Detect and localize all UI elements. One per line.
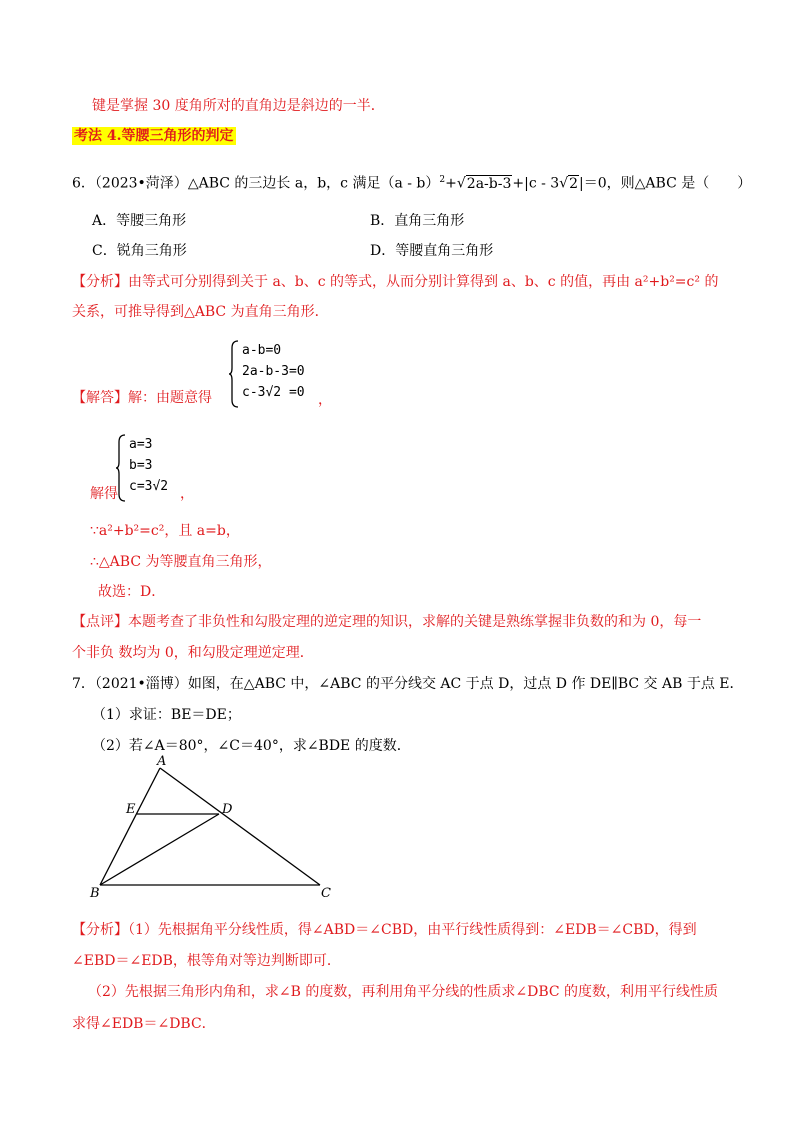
question-source: （2021•淄博） xyxy=(94,676,188,692)
q7-analysis-line-3: （2）先根据三角形内角和，求∠B 的度数，再利用角平分线的性质求∠DBC 的度数，利用平行线性质 xyxy=(88,984,719,1000)
equation: b=3 xyxy=(129,458,153,473)
question-number: 6． xyxy=(72,175,95,192)
radicand: 2a-b-3 xyxy=(466,175,512,192)
label-d: D xyxy=(222,802,233,817)
q6-comment-line-2: 个非负 数均为 0，和勾股定理逆定理． xyxy=(72,645,314,661)
comma: ， xyxy=(180,486,194,502)
comma: ， xyxy=(318,392,332,408)
equation: a=3 xyxy=(129,437,153,452)
stem-text: +|c - 3 xyxy=(512,175,560,192)
choice-line: 故选：D． xyxy=(98,584,166,600)
q7-analysis-line-4: 求得∠EDB＝∠DBC． xyxy=(72,1016,216,1032)
exponent: 2 xyxy=(439,175,446,185)
because-line: ∵a²+b²=c²，且 a=b， xyxy=(90,523,240,539)
analysis-tag: 【分析】 xyxy=(72,922,128,938)
radicand: 2 xyxy=(569,175,579,192)
option-b[interactable]: B．直角三角形 xyxy=(370,213,465,229)
option-a[interactable]: A．等腰三角形 xyxy=(92,213,187,229)
comment-text: 本题考查了非负性和勾股定理的逆定理的知识，求解的关键是熟练掌握非负数的和为 0，每一 xyxy=(128,614,702,630)
question-7-part-1: （1）求证：BE＝DE； xyxy=(92,707,241,723)
equation-system-2 xyxy=(129,434,168,497)
stem-text: 如图，在△ABC 中，∠ABC 的平分线交 AC 于点 D，过点 D 作 DE∥BC 交 AB 于点 E． xyxy=(187,676,744,692)
answer-text: 解：由题意得 xyxy=(128,390,212,406)
equation: 2a-b-3=0 xyxy=(242,364,305,379)
section-heading-text: 考法 4.等腰三角形的判定 xyxy=(74,128,234,144)
comment-tag: 【点评】 xyxy=(72,614,128,630)
question-number: 7． xyxy=(72,676,95,692)
q6-analysis-line-1 xyxy=(72,272,718,292)
equation-system-1 xyxy=(242,340,305,403)
left-brace-icon xyxy=(228,340,240,408)
triangle-figure xyxy=(80,755,360,900)
q6-comment-line-1 xyxy=(72,612,701,632)
q7-analysis-line-1 xyxy=(72,920,697,940)
option-d[interactable]: D．等腰直角三角形 xyxy=(370,243,494,259)
question-7-stem xyxy=(72,674,744,694)
q7-analysis-line-2: ∠EBD＝∠EDB，根等角对等边判断即可． xyxy=(72,953,341,969)
analysis-tag: 【分析】 xyxy=(72,274,128,290)
stem-text: △ABC 的三边长 a，b，c 满足（a - b） xyxy=(187,175,440,192)
equation: a-b=0 xyxy=(242,343,282,358)
therefore-line: ∴△ABC 为等腰直角三角形， xyxy=(90,554,272,570)
equation: c-3√2 =0 xyxy=(242,385,305,400)
label-a: A xyxy=(157,755,167,769)
answer-tag: 【解答】 xyxy=(72,390,128,406)
solve-word: 解得 xyxy=(90,486,118,502)
label-e: E xyxy=(126,802,136,817)
label-c: C xyxy=(321,886,331,900)
analysis-text: （1）先根据角平分线性质，得∠ABD＝∠CBD，由平行线性质得到：∠EDB＝∠CBD，得到 xyxy=(128,922,697,938)
analysis-text: 由等式可分别得到关于 a、b、c 的等式，从而分别计算得到 a、b、c 的值，再由 a²+b²=c² 的 xyxy=(128,274,719,290)
q6-answer-intro xyxy=(72,388,212,408)
side-ac xyxy=(160,768,320,885)
q6-analysis-line-2: 关系，可推导得到△ABC 为直角三角形． xyxy=(72,304,329,320)
question-6-stem: 6．（2023•菏泽）△ABC 的三边长 a，b，c 满足（a - b）$^2$+√2a-b-3+|c - 3√2|＝0，则△ABC 是（ ） xyxy=(72,175,752,192)
equation: c=3√2 xyxy=(129,479,169,494)
section-heading xyxy=(72,126,236,146)
plus-sign: + xyxy=(445,175,457,192)
option-c[interactable]: C．锐角三角形 xyxy=(92,243,187,259)
stem-text: |＝0，则△ABC 是（ ） xyxy=(579,175,752,192)
question-7-part-2: （2）若∠A＝80°，∠C＝40°，求∠BDE 的度数． xyxy=(92,738,411,754)
previous-solution-tail: 键是掌握 30 度角所对的直角边是斜边的一半． xyxy=(92,98,385,114)
label-b: B xyxy=(90,886,100,900)
question-source: （2023•菏泽） xyxy=(94,175,188,192)
